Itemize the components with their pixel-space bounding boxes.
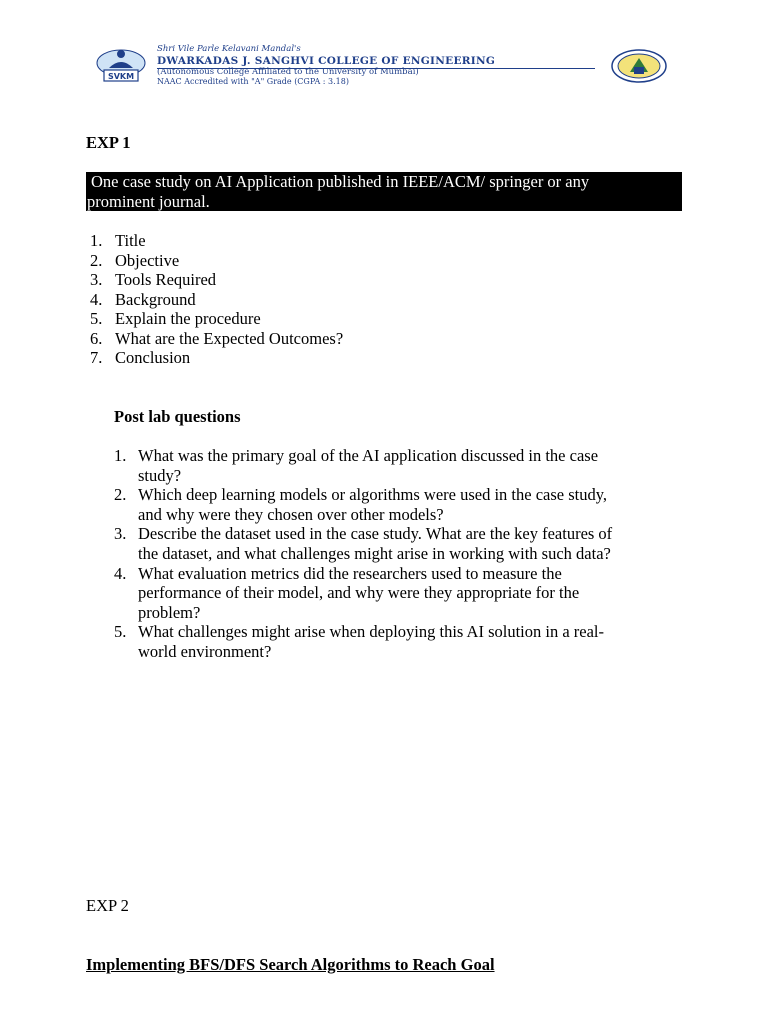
- list-item-number: 1.: [90, 231, 103, 250]
- header-affiliation: (Autonomous College Affiliated to the University of Mumbai): [157, 67, 419, 77]
- postlab-heading: Post lab questions: [114, 407, 241, 426]
- postlab-question-list: [114, 446, 659, 662]
- question-item: [114, 622, 659, 661]
- list-item: [86, 290, 686, 310]
- list-item-text: Tools Required: [115, 270, 217, 289]
- question-line: What was the primary goal of the AI application discussed in the case: [138, 446, 599, 465]
- list-item-number: 7.: [90, 348, 103, 367]
- question-item: [114, 485, 659, 524]
- list-item-number: 3.: [90, 270, 103, 289]
- list-item: [86, 251, 686, 271]
- question-line: performance of their model, and why were they appropriate for the: [138, 583, 580, 603]
- svkm-logo-icon: [95, 46, 147, 84]
- list-item-number: 4.: [90, 289, 103, 309]
- question-line: What evaluation metrics did the researchers used to measure the: [138, 563, 562, 583]
- list-item-text: What are the Expected Outcomes?: [115, 328, 344, 348]
- list-item: [86, 270, 686, 290]
- header-trust-name: Shri Vile Parle Kelavani Mandal's: [157, 44, 301, 54]
- question-number: 1.: [114, 446, 127, 465]
- list-item: [86, 329, 686, 349]
- question-item: [114, 524, 659, 563]
- exp1-heading: EXP 1: [86, 133, 131, 152]
- question-number: 3.: [114, 524, 127, 544]
- banner-line-1: One case study on AI Application published in IEEE/ACM/ springer or any: [91, 172, 590, 191]
- exp1-outline-list: [86, 231, 686, 368]
- list-item: [86, 309, 686, 329]
- list-item-number: 5.: [90, 309, 103, 328]
- question-number: 4.: [114, 563, 127, 583]
- question-item: [114, 564, 659, 623]
- question-line: Describe the dataset used in the case study. What are the key features of: [138, 524, 613, 544]
- question-line: study?: [138, 465, 182, 485]
- question-line: Which deep learning models or algorithms were used in the case study,: [138, 485, 608, 505]
- list-item-text: Explain the procedure: [115, 309, 261, 328]
- list-item: [86, 348, 686, 368]
- header-text: [157, 44, 597, 87]
- header-rule: [157, 68, 595, 69]
- list-item: [86, 231, 686, 251]
- exp2-title: Implementing BFS/DFS Search Algorithms to Reach Goal: [86, 955, 495, 974]
- list-item-text: Background: [115, 289, 196, 309]
- question-line: the dataset, and what challenges might arise in working with such data?: [138, 543, 611, 563]
- header-accreditation: NAAC Accredited with "A" Grade (CGPA : 3.18): [157, 77, 349, 86]
- question-line: What challenges might arise when deploying this AI solution in a real-: [138, 622, 605, 642]
- list-item-number: 6.: [90, 328, 103, 348]
- exp1-task-banner: [86, 172, 682, 211]
- logo-left-text: SVKM: [107, 72, 135, 81]
- list-item-text: Conclusion: [115, 348, 191, 367]
- college-emblem-icon: [610, 48, 668, 84]
- list-item-text: Title: [115, 231, 146, 250]
- college-header: [95, 44, 670, 88]
- question-line: problem?: [138, 602, 201, 622]
- exp2-heading: EXP 2: [86, 896, 129, 915]
- header-college-name: DWARKADAS J. SANGHVI COLLEGE OF ENGINEERING: [157, 55, 496, 67]
- question-line: world environment?: [138, 641, 272, 661]
- question-number: 5.: [114, 622, 127, 642]
- question-number: 2.: [114, 485, 127, 505]
- list-item-number: 2.: [90, 250, 103, 270]
- list-item-text: Objective: [115, 250, 180, 270]
- question-line: and why were they chosen over other models?: [138, 504, 444, 524]
- question-item: [114, 446, 659, 485]
- banner-line-2: prominent journal.: [87, 191, 210, 211]
